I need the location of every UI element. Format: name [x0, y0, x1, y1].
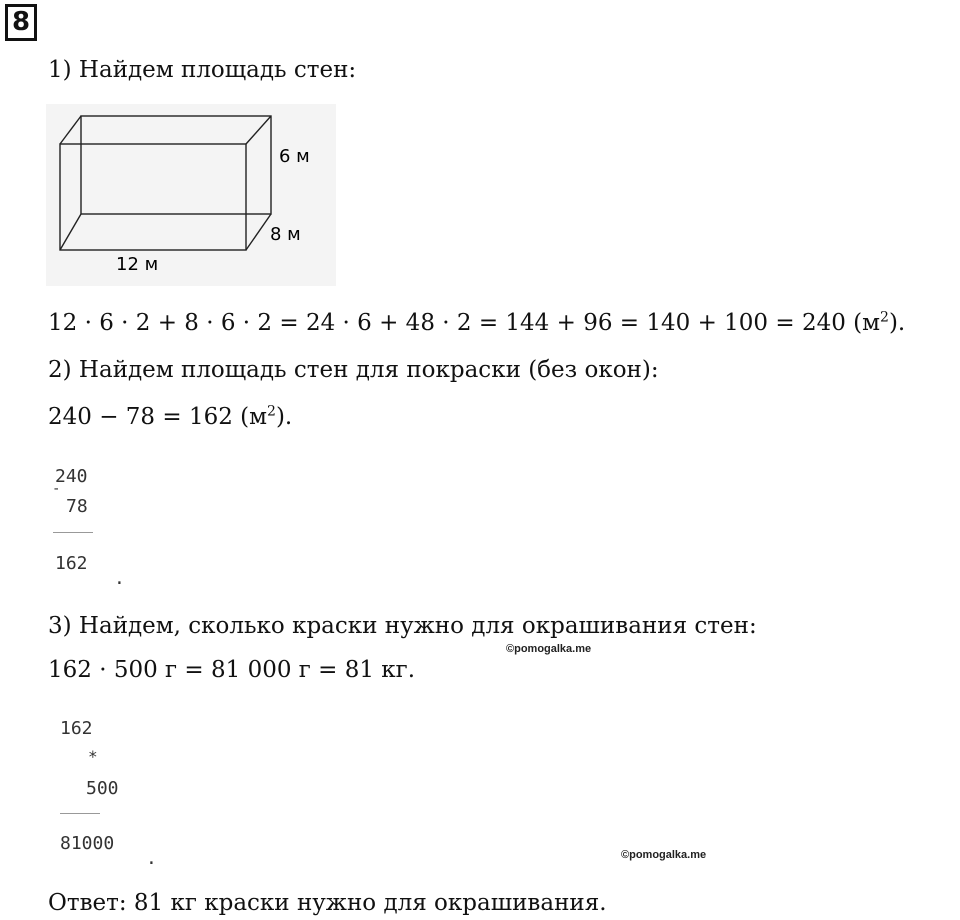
- watermark-top: ©pomogalka.me: [506, 643, 592, 655]
- answer-line: Ответ: 81 кг краски нужно для окрашивания.: [48, 890, 607, 916]
- step1-heading: 1) Найдем площадь стен:: [48, 57, 357, 83]
- figure-background: [46, 104, 336, 286]
- equation-paint-area: 240 − 78 = 162 $(м^2)$.: [48, 403, 293, 430]
- depth-label: 8 м: [270, 224, 301, 245]
- multiplication-top: 162: [60, 718, 93, 739]
- equation-paint-amount: 162 · 500 г = 81 000 г = 81 кг.: [48, 657, 416, 683]
- subtraction-dot: .: [114, 568, 125, 589]
- subtraction-rule: [53, 532, 93, 533]
- watermark-bottom: ©pomogalka.me: [621, 849, 707, 861]
- task-number-badge: 8: [5, 4, 37, 41]
- length-label: 12 м: [116, 254, 159, 275]
- multiplication-dot: .: [146, 848, 157, 869]
- multiplication-sign: *: [88, 747, 98, 766]
- step3-heading: 3) Найдем, сколько краски нужно для окрашивания стен:: [48, 613, 757, 639]
- subtraction-result: 162: [55, 553, 88, 574]
- step2-heading: 2) Найдем площадь стен для покраски (без окон):: [48, 357, 659, 383]
- multiplication-rule: [60, 813, 100, 814]
- subtraction-bottom: 78: [66, 496, 88, 517]
- rectangular-box-figure: [46, 104, 336, 286]
- subtraction-sign: -: [52, 481, 61, 497]
- subtraction-top: 240: [55, 466, 88, 487]
- multiplication-result: 81000: [60, 833, 115, 854]
- equation-walls-area: 12 · 6 · 2 + 8 · 6 · 2 = 24 · 6 + 48 · 2 = 144 + 96 = 140 + 100 = 240 $(м^2)$.: [48, 309, 906, 336]
- height-label: 6 м: [279, 146, 310, 167]
- multiplication-bottom: 500: [86, 778, 119, 799]
